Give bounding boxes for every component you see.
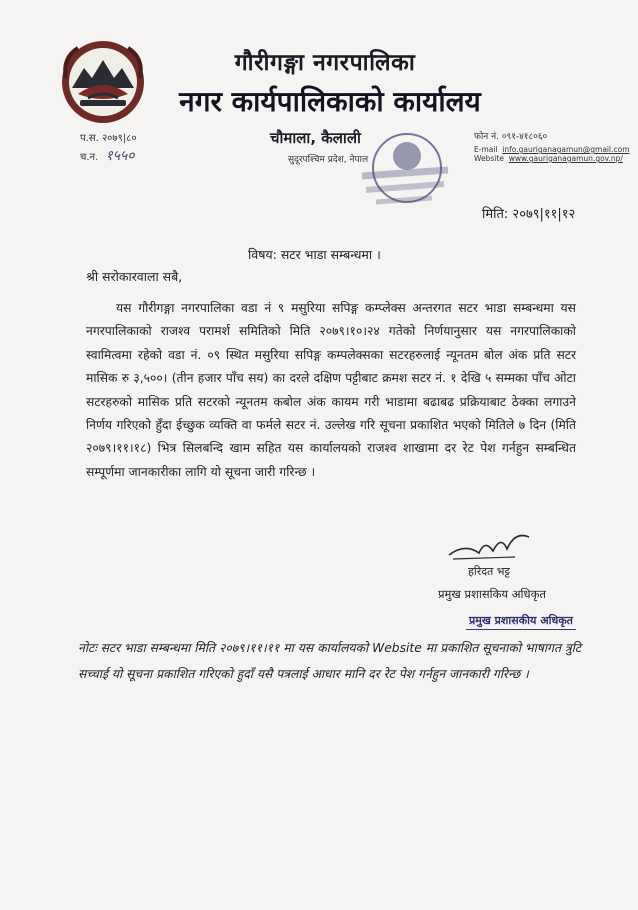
office-place: चौमाला, कैलाली <box>270 129 361 147</box>
dispatch-value: १५५० <box>105 148 135 164</box>
email-line <box>474 145 630 154</box>
signatory-name: हरिदत भट्ट <box>468 565 510 578</box>
designation-rubber-stamp: प्रमुख प्रशासकीय अधिकृत <box>466 612 576 630</box>
reference-number: प.स. २०७९|८० <box>80 133 137 144</box>
letter-subject: विषय: सटर भाडा सम्बन्धमा । <box>248 247 381 262</box>
letter-salutation: श्री सरोकारवाला सबै, <box>86 269 183 284</box>
letter-date: मिति: २०७९|११|१२ <box>482 207 576 222</box>
office-name: नगर कार्यपालिकाको कार्यालय <box>179 85 481 118</box>
signatory-title: प्रमुख प्रशासकिय अधिकृत <box>438 587 546 601</box>
website-line <box>474 154 623 163</box>
email-label: E-mail <box>474 145 498 154</box>
municipality-emblem-icon <box>58 38 148 126</box>
notice-body: यस गौरीगङ्गा नगरपालिका वडा नं ९ मसुरिया सपिङ्ग कम्प्लेक्स अन्तरगत सटर भाडा सम्बन्धमा यस नगरपालिकाको राजश्व परामर्श समितिको मिति २०७९।१०।२४ गतेको निर्णयानुसार यस नगरपालिकाको स्वामित्वमा रहेको वडा नं. ०९ स्थित मसुरिया सपिङ्ग कम्पलेक्सका सटरहरुलाई न्यूनतम बोल अंक प्रति सटर मासिक रु ३,५००। (तीन हजार पाँच सय) का दरले दक्षिण पट्टीबाट क्रमश सटर नं. १ देखि ५ सम्मका पाँच ओटा सटरहरुको मासिक प्रति सटरको न्यूनतम कबोल अंक कायम गरी भाडामा बढाबढ प्रक्रियाबाट ठेक्का लगाउने निर्णय गरिएको हुँदा ईच्छुक व्यक्ति वा फर्मले सटर नं. उल्लेख गरि सूचना प्रकाशित भएको मितिले ७ दिन (मिति २०७९।११।१८) भित्र सिलबन्दि खाम सहित यस कार्यालयको राजश्व शाखामा दर रेट पेश गर्नहुन सम्बन्धित सम्पूर्णमा जानकारीका लागि यो सूचना जारी गरिन्छ । <box>86 301 576 479</box>
handwritten-signature <box>445 525 535 565</box>
website-link[interactable]: www.gauriganagamun.gov.np/ <box>508 154 623 163</box>
office-seal-stamp <box>352 118 452 218</box>
dispatch-number <box>80 146 135 165</box>
phone-number: फोन नं. ०९१-४१८०६० <box>474 132 548 142</box>
website-label: Website <box>474 154 504 163</box>
notice-note: नोटः सटर भाडा सम्बन्धमा मिति २०७९।११।११ मा यस कार्यालयको Website मा प्रकाशित सूचनाको भाषागत त्रुटि सच्चाई यो सूचना प्रकाशित गरिएको हुदाँ यसै पत्रलाई आधार मानि दर रेट पेश गर्नहुन जानकारी गरिन्छ । <box>78 641 582 681</box>
municipality-name: गौरीगङ्गा नगरपालिका <box>234 50 416 76</box>
dispatch-label: च.न. <box>80 152 99 163</box>
office-address: सुदूरपश्चिम प्रदेश, नेपाल <box>288 155 369 165</box>
email-link[interactable]: info.gauriganagamun@gmail.com <box>502 145 630 154</box>
